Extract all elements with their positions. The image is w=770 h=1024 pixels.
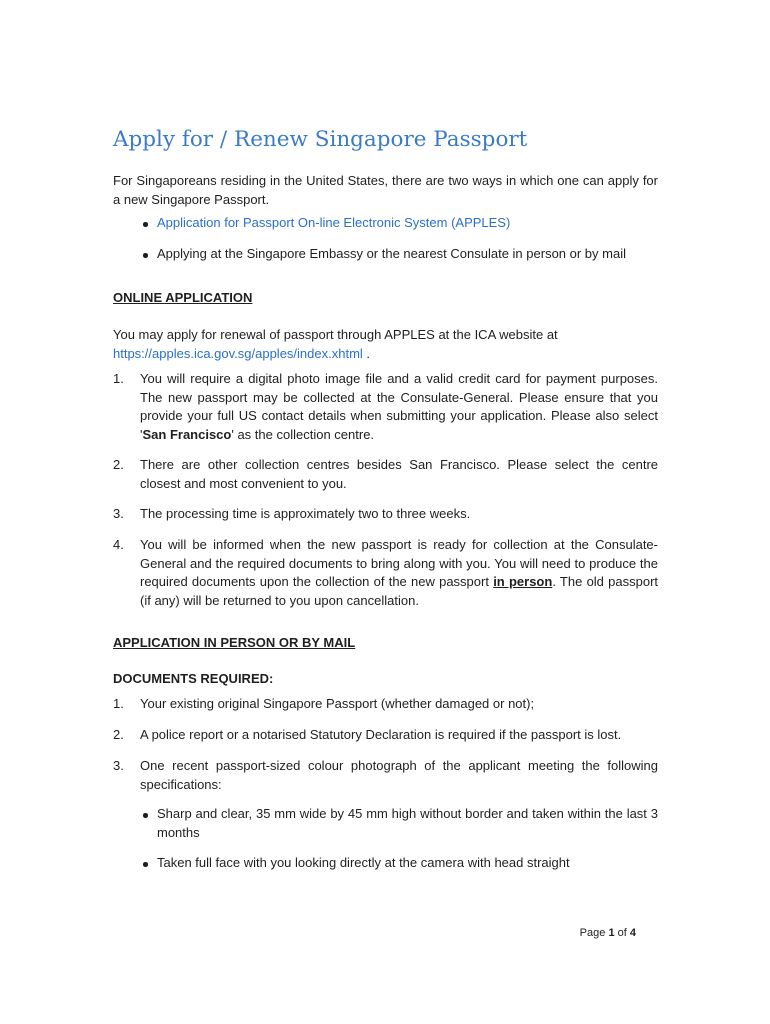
- online-application-heading: ONLINE APPLICATION: [113, 290, 253, 305]
- doc-item-2: A police report or a notarised Statutory Declaration is required if the passport is lost.: [140, 727, 622, 742]
- online-item-1-text-end: ' as the collection centre.: [231, 426, 375, 442]
- photo-spec-1: Sharp and clear, 35 mm wide by 45 mm high without border and taken within the last 3 months: [157, 806, 658, 840]
- intro-paragraph: For Singaporeans residing in the United States, there are two ways in which one can apply for a new Singapore Passport.: [113, 173, 658, 207]
- online-item-3: The processing time is approximately two to three weeks.: [140, 506, 471, 521]
- in-person-emphasis: in person: [493, 574, 553, 590]
- page-title: Apply for / Renew Singapore Passport: [113, 127, 528, 152]
- online-intro-text: You may apply for renewal of passport through APPLES at the ICA website at: [113, 327, 558, 342]
- total-pages: 4: [629, 927, 636, 939]
- current-page: 1: [608, 927, 615, 939]
- online-item-number: 3.: [113, 506, 124, 521]
- documents-required-heading: DOCUMENTS REQUIRED:: [113, 671, 274, 686]
- online-item-number: 4.: [113, 537, 124, 552]
- bullet-dot-icon: [143, 862, 148, 867]
- photo-spec-2: Taken full face with you looking directly at the camera with head straight: [157, 855, 570, 870]
- doc-item-number: 3.: [113, 758, 124, 773]
- online-item-1: [140, 370, 658, 444]
- online-link-line: [113, 345, 370, 364]
- san-francisco-bold: San Francisco: [142, 426, 232, 442]
- apples-url-link[interactable]: https://apples.ica.gov.sg/apples/index.xhtml: [113, 346, 363, 361]
- online-item-number: 1.: [113, 371, 124, 386]
- in-person-heading: APPLICATION IN PERSON OR BY MAIL: [113, 635, 356, 650]
- online-item-4-text: You will be informed when the new passport is ready for collection at the Consulate-General and the required documents to bring along with you. You will need to produce the required documents upon the collection of the new passport: [140, 537, 658, 590]
- online-item-1-text: You will require a digital photo image file and a valid credit card for payment purposes. The new passport may be collected at the Consulate-General. Please ensure that you provide your full US contact details when submitting your application. Please also select ': [140, 371, 658, 442]
- online-item-2: There are other collection centres besides San Francisco. Please select the centre closest and most convenient to you.: [140, 457, 658, 491]
- bullet-dot-icon: [143, 222, 148, 227]
- doc-item-number: 2.: [113, 727, 124, 742]
- link-suffix: .: [362, 346, 371, 361]
- online-item-number: 2.: [113, 457, 124, 472]
- bullet-dot-icon: [143, 253, 148, 258]
- doc-item-1: Your existing original Singapore Passport (whether damaged or not);: [140, 696, 535, 711]
- bullet-dot-icon: [143, 813, 148, 818]
- of-word: of: [617, 927, 627, 939]
- online-item-4: [140, 536, 658, 610]
- doc-item-number: 1.: [113, 696, 124, 711]
- way-in-person: Applying at the Singapore Embassy or the nearest Consulate in person or by mail: [157, 246, 626, 261]
- online-item-4-text-end: . The old passport (if any) will be returned to you upon cancellation.: [140, 574, 659, 608]
- page-number-footer: [580, 927, 636, 939]
- doc-item-3: One recent passport-sized colour photograph of the applicant meeting the following specifications:: [140, 758, 658, 792]
- page-word: Page: [579, 927, 606, 939]
- apples-link[interactable]: Application for Passport On-line Electronic System (APPLES): [157, 215, 511, 230]
